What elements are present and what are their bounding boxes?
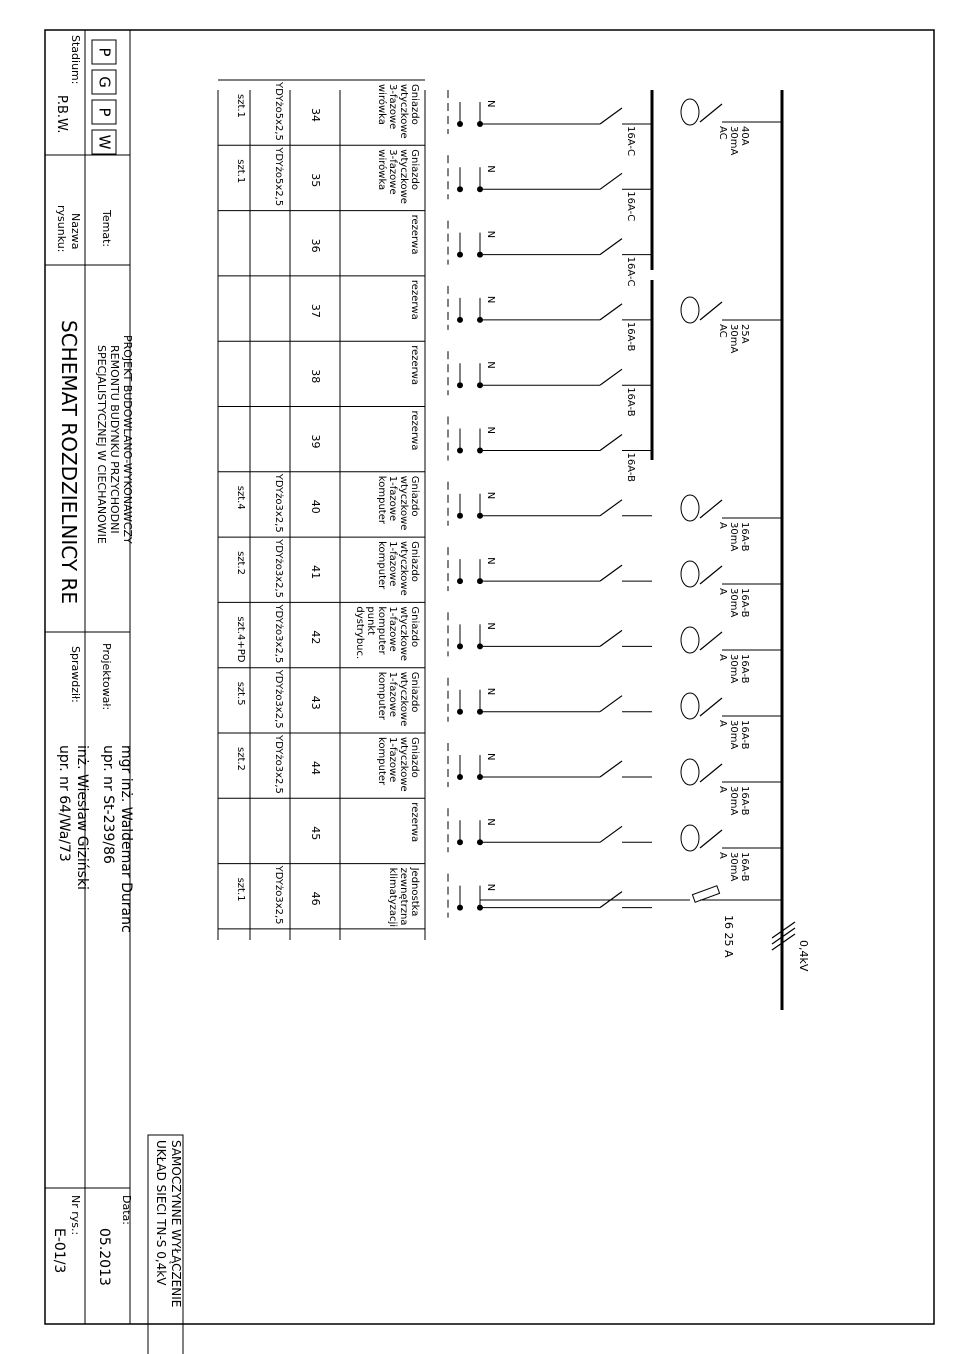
terminal — [457, 513, 463, 519]
neutral-label: N — [485, 361, 496, 369]
circuit-description: rezerwa — [409, 214, 420, 255]
breaker-contact — [600, 826, 622, 842]
circuit-description: Gniazdowtyczkowe1-fazowekomputer — [376, 737, 420, 792]
circuit-45 — [309, 802, 652, 852]
cable-type: YDYżo5x2,5 — [273, 147, 284, 207]
circuit-number: 46 — [309, 891, 322, 906]
rcd-label: 25A30mAAC — [717, 324, 750, 354]
rcd-sensor — [681, 759, 699, 785]
outlet-count: szt.1 — [235, 159, 246, 184]
neutral-label: N — [485, 491, 496, 500]
circuit-description: rezerwa — [409, 279, 420, 320]
circuit-35 — [235, 146, 652, 221]
neutral-label: N — [485, 295, 496, 304]
cable-type: YDYżo5x2,5 — [273, 82, 284, 141]
cable-type: YDYżo3x2,5 — [273, 669, 284, 729]
rcd-device — [681, 759, 782, 816]
circuit-number: 45 — [309, 826, 322, 841]
designer-line1: mgr inż. Waldemar Duranc — [118, 745, 134, 933]
breaker-rating: 16A-B — [625, 387, 636, 417]
terminal — [457, 252, 463, 258]
breaker-contact — [600, 696, 622, 712]
neutral-label: N — [485, 100, 496, 108]
rcd-device — [681, 495, 782, 552]
terminal — [457, 578, 463, 584]
circuit-43 — [235, 669, 652, 729]
rcd-label: 16A-B30mAA — [717, 852, 750, 882]
circuit-46 — [235, 865, 652, 928]
circuit-description: Gniazdowtyczkowe1-fazowekomputer — [376, 671, 420, 727]
circuit-description: Gniazdowtyczkowe3-fazowewirówka — [376, 149, 420, 204]
circuit-44 — [235, 734, 652, 794]
checker-line2: upr. nr 64/Wa/73 — [56, 745, 72, 862]
logo-letter: P — [95, 47, 114, 57]
outlet-count: szt.5 — [235, 681, 246, 706]
circuit-number: 42 — [309, 630, 322, 645]
rcd-contact — [700, 764, 722, 782]
neutral-label: N — [485, 818, 496, 826]
terminal — [457, 839, 463, 845]
terminal — [457, 709, 463, 715]
neutral-label: N — [485, 883, 496, 892]
rcd-sensor — [681, 99, 699, 125]
rcd-device — [681, 99, 782, 155]
neutral-label: N — [485, 230, 496, 239]
logo-letter: W — [95, 134, 114, 150]
breaker-contact — [600, 565, 622, 581]
breaker-rating: 16A-B — [625, 452, 636, 482]
checker-line1: inż. Wiesław Giziński — [74, 745, 90, 890]
rcd-sensor — [681, 561, 699, 587]
nr-label: Nr rys.: — [69, 1195, 82, 1236]
supply-voltage: 0,4kV — [797, 940, 810, 972]
breaker-contact — [600, 630, 622, 646]
cable-type: YDYżo3x2,5 — [273, 473, 284, 533]
breaker-rating: 16A-C — [625, 256, 636, 287]
cable-type: YDYżo3x2,5 — [273, 604, 284, 664]
sprawdzil-label: Sprawdził: — [69, 646, 82, 703]
date-value: 05.2013 — [96, 1228, 112, 1286]
rcd-contact — [700, 632, 722, 650]
nazwa-label-1: Nazwa — [69, 213, 82, 250]
circuit-number: 43 — [309, 695, 322, 710]
breaker-contact — [600, 304, 622, 320]
neutral-label: N — [485, 426, 496, 434]
outlet-count: szt.4 — [235, 485, 246, 510]
rcd-sensor — [681, 825, 699, 851]
circuit-42 — [235, 603, 652, 663]
circuit-description: Gniazdowtyczkowe1-fazowekomputer — [376, 541, 420, 596]
circuit-41 — [235, 538, 652, 598]
terminal — [457, 774, 463, 780]
sheet-border — [45, 30, 934, 1324]
cable-type: YDYżo3x2,5 — [273, 735, 284, 794]
breaker-rating: 16A-C — [625, 126, 636, 156]
circuit-number: 41 — [309, 565, 322, 580]
main-fuse — [480, 883, 782, 902]
breaker-rating: 16A-B — [625, 321, 636, 352]
rcd-device — [681, 297, 782, 353]
circuit-description: rezerwa — [409, 410, 420, 451]
circuit-description: Gniazdowtyczkowe1-fazowekomputerpunktdystrybuc. — [354, 606, 420, 662]
breaker-contact — [600, 239, 622, 255]
outlet-count: szt.1 — [235, 877, 246, 902]
rcd-sensor — [681, 297, 699, 323]
rcd-sensor — [681, 627, 699, 653]
legend-line2: UKŁAD SIECI TN-S 0,4kV — [154, 1140, 168, 1286]
terminal — [457, 121, 463, 127]
circuit-number: 36 — [309, 238, 322, 253]
circuit-number: 38 — [309, 369, 322, 384]
logo-letter: P — [95, 107, 114, 117]
terminal — [457, 317, 463, 323]
neutral-label: N — [485, 557, 496, 565]
terminal — [457, 186, 463, 192]
designer-line2: upr. nr St-239/86 — [100, 745, 116, 864]
rcd-contact — [700, 698, 722, 716]
circuit-number: 40 — [309, 499, 322, 514]
project-line2: REMONTU BUDYNKU PRZYCHODNI — [108, 345, 121, 534]
circuit-description: rezerwa — [409, 345, 420, 386]
rcd-sensor — [681, 693, 699, 719]
terminal — [457, 905, 463, 911]
project-line3: SPECJALISTYCZNEJ W CIECHANOWIE — [95, 345, 108, 544]
temat-label: Temat: — [100, 210, 113, 248]
logo-letter: G — [95, 76, 114, 88]
rcd-label: 16A-B30mAA — [717, 588, 750, 618]
data-label: Data: — [120, 1195, 133, 1225]
outlet-count: szt.4+PD — [235, 616, 246, 663]
breaker-contact — [600, 108, 622, 124]
circuit-description: rezerwa — [409, 802, 420, 843]
circuit-description: Gniazdowtyczkowe1-fazowekomputer — [376, 475, 420, 531]
rcd-contact — [700, 566, 722, 584]
circuit-number: 34 — [309, 108, 322, 122]
rcd-label: 16A-B30mAA — [717, 522, 750, 552]
terminal — [457, 643, 463, 649]
terminal — [457, 382, 463, 388]
circuit-number: 39 — [309, 434, 322, 449]
logo — [92, 40, 116, 154]
neutral-label: N — [485, 753, 496, 761]
neutral-label: N — [485, 622, 496, 630]
neutral-label: N — [485, 687, 496, 696]
rcd-device — [681, 627, 782, 684]
terminal — [457, 448, 463, 454]
breaker-contact — [600, 369, 622, 385]
project-line1: PROJEKT BUDOWLANO-WYKONAWCZY — [121, 335, 134, 544]
rcd-contact — [700, 830, 722, 848]
circuit-description: Gniazdowtyczkowe3-fazowewirówka — [376, 84, 420, 139]
cable-type: YDYżo3x2,5 — [273, 539, 284, 599]
main-fuse-label: 16 25 A — [722, 915, 735, 958]
outlet-count: szt.1 — [235, 94, 246, 118]
neutral-label: N — [485, 165, 496, 173]
rcd-label: 16A-B30mAA — [717, 720, 750, 750]
projektowal-label: Projektował: — [100, 643, 113, 711]
rcd-device — [681, 693, 782, 750]
rcd-device — [681, 561, 782, 618]
stadium-value: P.B.W. — [54, 95, 69, 134]
stadium-label: Stadium: — [69, 35, 82, 85]
drawing-name: SCHEMAT ROZDZIELNICY RE — [57, 320, 81, 604]
rcd-contact — [700, 302, 722, 320]
legend-line1: SAMOCZYNNE WYŁĄCZENIE — [169, 1140, 183, 1308]
circuit-34 — [235, 81, 652, 156]
breaker-contact — [600, 500, 622, 516]
cable-type: YDYżo3x2,5 — [273, 865, 284, 925]
nazwa-label-2: rysunku: — [55, 205, 68, 253]
rcd-label: 16A-B30mAA — [717, 654, 750, 684]
circuit-number: 44 — [309, 761, 322, 775]
circuit-number: 35 — [309, 173, 322, 188]
drawing-number: E-01/3 — [51, 1228, 67, 1274]
rcd-contact — [700, 104, 722, 122]
rcd-device — [681, 825, 782, 882]
rcd-sensor — [681, 495, 699, 521]
outlet-count: szt.2 — [235, 551, 246, 576]
breaker-rating: 16A-C — [625, 191, 636, 222]
circuit-description: Jednostkazewnętrznaklimatyzacji — [387, 867, 420, 928]
breaker-contact — [600, 435, 622, 451]
outlet-count: szt.2 — [235, 747, 246, 771]
rcd-label: 40A30mAAC — [717, 126, 750, 156]
circuit-number: 37 — [309, 303, 322, 318]
breaker-contact — [600, 761, 622, 777]
breaker-contact — [600, 173, 622, 189]
circuit-40 — [235, 473, 652, 533]
rcd-label: 16A-B30mAA — [717, 786, 750, 816]
rcd-contact — [700, 500, 722, 518]
